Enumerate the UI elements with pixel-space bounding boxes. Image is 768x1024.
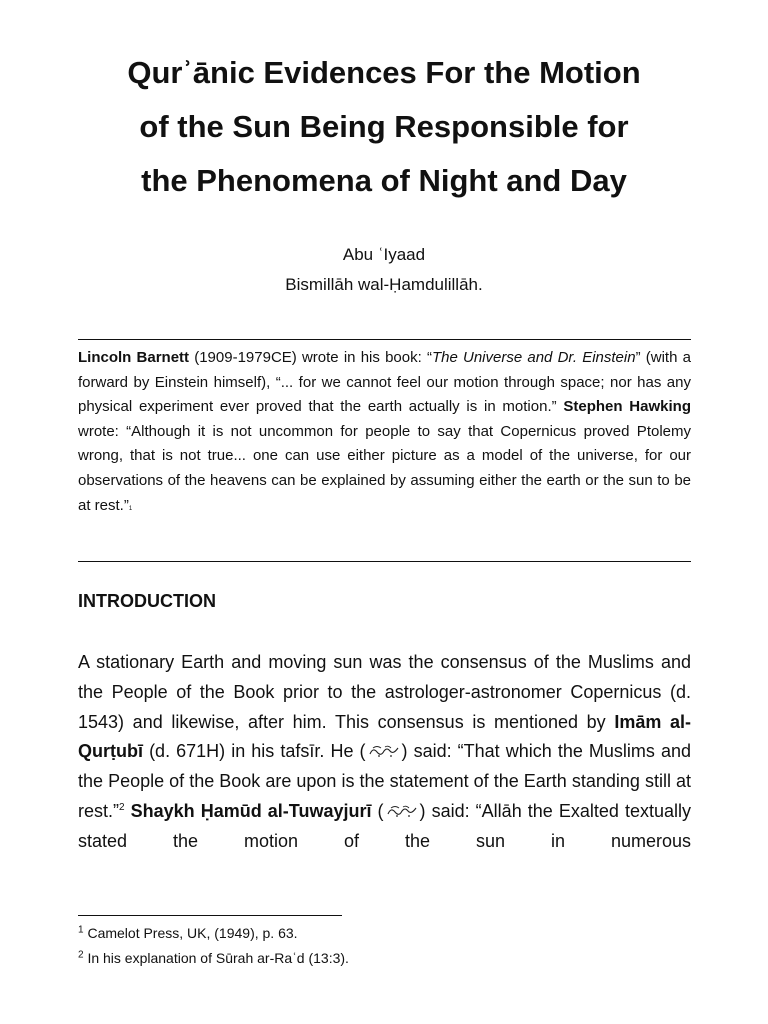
abstract-text-1: (1909-1979CE) wrote in his book: “ <box>189 349 432 366</box>
footnote-ref-2: 2 <box>119 801 125 813</box>
intro-text-6: ) said: “Allāh the Exalted textually stated the motion of the sun in numerous <box>78 800 691 851</box>
footnote-separator <box>78 915 342 916</box>
abstract-name-barnett: Lincoln Barnett <box>78 349 190 366</box>
intro-text-3: ) said: “That which the Muslims and the People of the Book are upon is the statement of the Earth standing still at rest.” <box>78 741 691 821</box>
abstract-top-rule <box>78 339 691 340</box>
title-line-3: the Phenomena of Night and Day <box>141 163 627 198</box>
honorific-glyph-icon <box>367 744 401 758</box>
abstract-bottom-rule <box>78 561 691 562</box>
footnote-2-number: 2 <box>78 949 84 961</box>
footnote-1-text: Camelot Press, UK, (1949), p. 63. <box>83 925 298 941</box>
author-name: Abu ʿIyaad <box>342 245 426 264</box>
intro-text-1: A stationary Earth and moving sun was the consensus of the Muslims and the People of the Book prior to the astrologer-astronomer Copernicus (d. 1543) and likewise, after him. This consensus is mentioned by <box>78 652 691 732</box>
document-title <box>60 46 708 208</box>
abstract-text-2: ” (with a forward by Einstein himself), “... for we cannot feel our motion through space; nor has any physical experiment ever proved that the earth actually is in motion.” <box>78 349 691 416</box>
footnote-2 <box>78 950 349 966</box>
opening-invocation: Bismillāh wal-Ḥamdulillāh. <box>285 275 483 294</box>
abstract-quote-box <box>78 346 691 521</box>
title-line-1: Qurʾānic Evidences For the Motion <box>127 55 641 90</box>
footnote-1 <box>78 925 298 941</box>
title-line-2: of the Sun Being Responsible for <box>139 109 629 144</box>
abstract-text-3: wrote: “Although it is not uncommon for people to say that Copernicus proved Ptolemy wrong, that is not true... one can use either picture as a model of the universe, for our observations of the heavens can be explained by assuming either the earth or the sun to be at rest.” <box>78 422 691 514</box>
introduction-paragraph <box>78 648 691 857</box>
scholar-name-tuwayjuri: Shaykh Ḥamūd al-Tuwayjurī <box>130 800 372 821</box>
scholar-name-qurtubi: Imām al-Qurṭubī <box>78 711 691 762</box>
abstract-name-hawking: Stephen Hawking <box>563 398 691 416</box>
footnote-2-text: In his explanation of Sūrah ar-Raʿd (13:3). <box>83 950 349 966</box>
honorific-glyph-icon <box>385 804 419 818</box>
intro-text-5: ( <box>371 800 384 821</box>
abstract-book-title: The Universe and Dr. Einstein <box>431 349 636 366</box>
intro-text-2: (d. 671H) in his tafsīr. He ( <box>143 741 366 762</box>
footnote-1-number: 1 <box>78 924 84 936</box>
abstract-footnote-mark: 1 <box>128 505 133 512</box>
section-heading-introduction: INTRODUCTION <box>78 591 216 611</box>
